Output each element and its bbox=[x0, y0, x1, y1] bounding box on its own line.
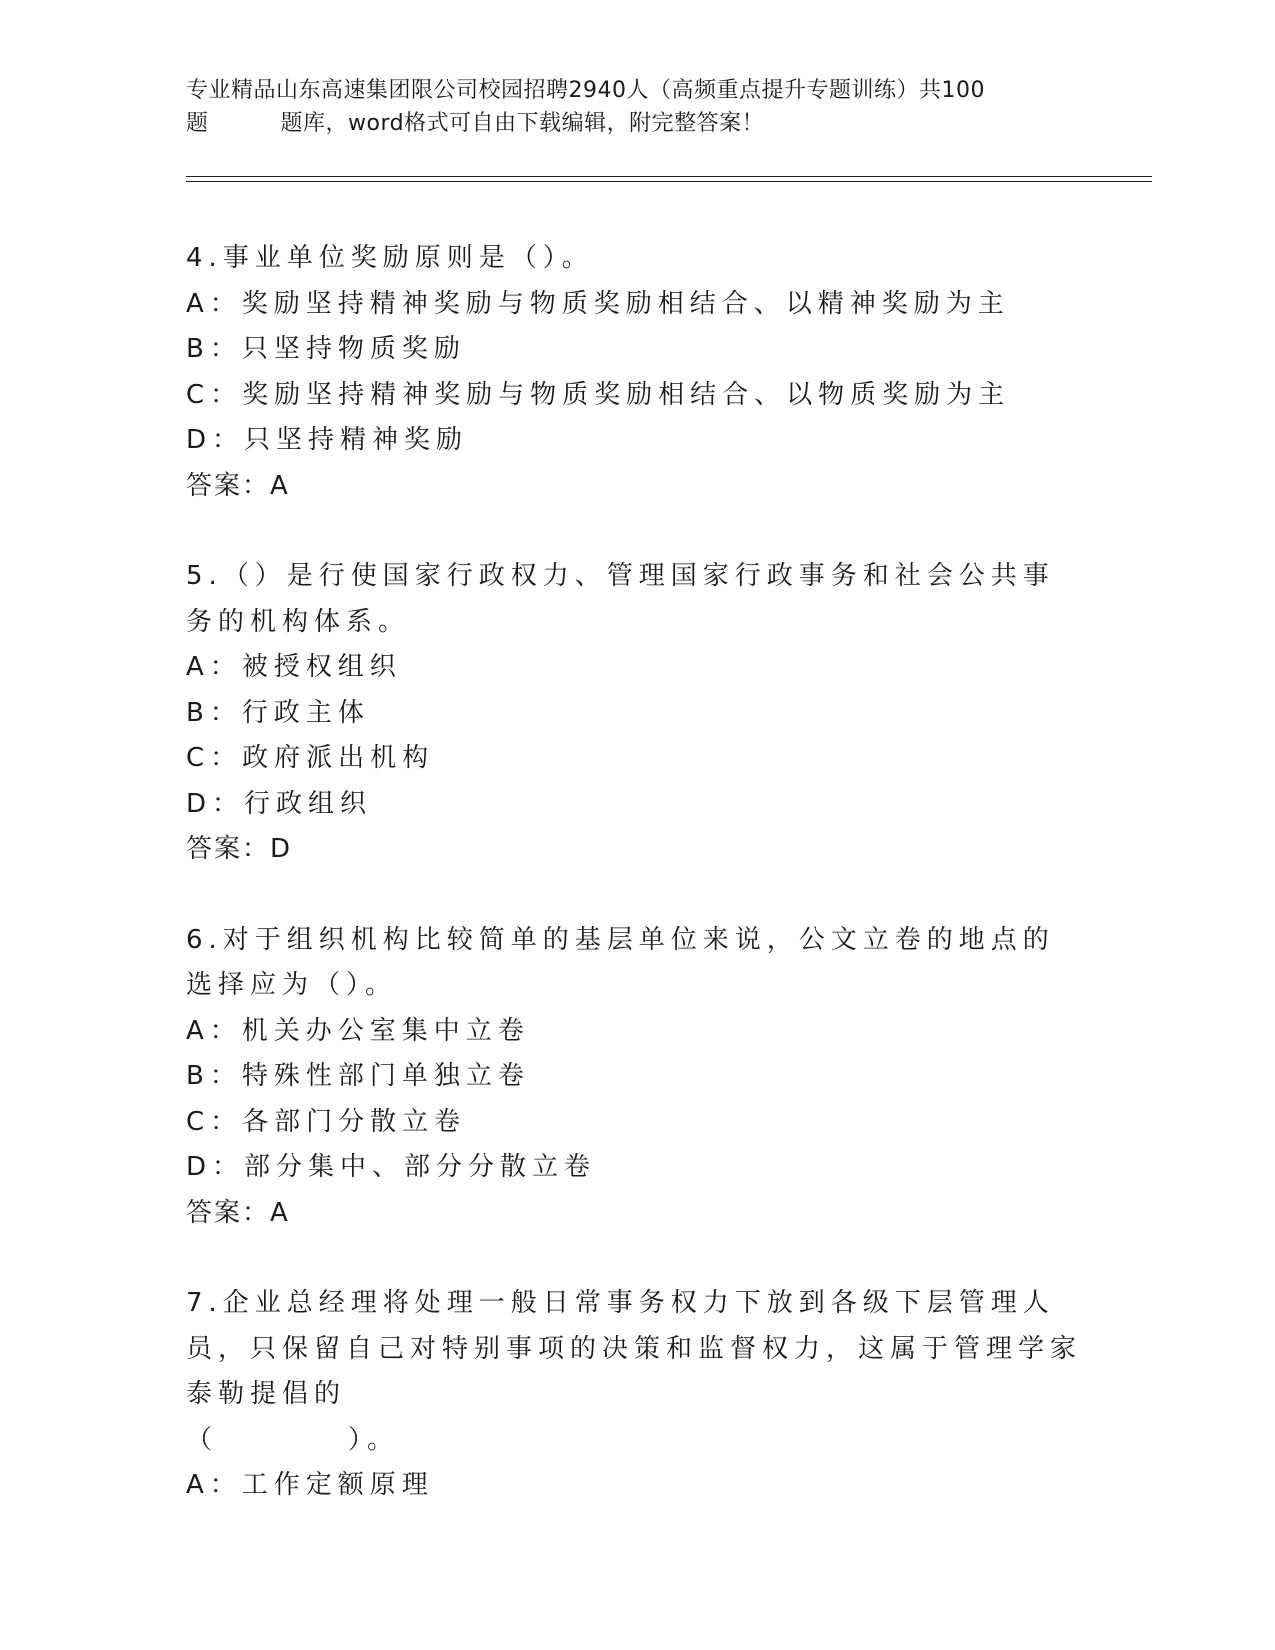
question-stem: 5.（）是行使国家行政权力、管理国家行政事务和社会公共事务的机构体系。 bbox=[186, 561, 1055, 637]
option-c: C：各部门分散立卷 bbox=[186, 1106, 467, 1137]
blank-open-paren: （ bbox=[186, 1424, 219, 1455]
option-a: A：工作定额原理 bbox=[186, 1470, 434, 1500]
option-d: D：行政组织 bbox=[186, 788, 373, 819]
header-subtitle: 题库，word格式可自由下载编辑，附完整答案！ bbox=[280, 111, 765, 136]
option-c: C：政府派出机构 bbox=[186, 743, 435, 773]
option-c: C：奖励坚持精神奖励与物质奖励相结合、以物质奖励为主 bbox=[186, 379, 1011, 410]
header-divider-top bbox=[186, 176, 1152, 177]
option-d: D：部分集中、部分分散立卷 bbox=[186, 1152, 597, 1182]
question-7 bbox=[186, 1281, 1086, 1509]
question-5 bbox=[186, 554, 1086, 873]
blank-close-paren: ）。 bbox=[348, 1424, 400, 1455]
question-stem-text: 7.企业总经理将处理一般日常事务权力下放到各级下层管理人员，只保留自己对特别事项的决策和监督权力，这属于管理学家泰勒提倡的 bbox=[186, 1288, 1083, 1409]
answer-line: 答案：D bbox=[186, 834, 293, 864]
option-b: B：只坚持物质奖励 bbox=[186, 334, 466, 364]
question-stem: 4.事业单位奖励原则是（）。 bbox=[186, 243, 594, 273]
header-title-line-1: 专业精品山东高速集团限公司校园招聘2940人（高频重点提升专题训练）共100 bbox=[186, 78, 985, 103]
question-list bbox=[186, 236, 1086, 1554]
header-title-fragment: 题 bbox=[186, 111, 209, 136]
question-6 bbox=[186, 918, 1086, 1237]
question-4 bbox=[186, 236, 1086, 509]
header-divider-bottom bbox=[186, 181, 1152, 182]
question-stem bbox=[186, 1281, 1086, 1463]
header-title-line-2 bbox=[186, 107, 1086, 140]
option-b: B：行政主体 bbox=[186, 697, 370, 728]
question-stem: 6.对于组织机构比较简单的基层单位来说，公文立卷的地点的选择应为（）。 bbox=[186, 924, 1055, 1000]
option-a: A：机关办公室集中立卷 bbox=[186, 1015, 530, 1046]
answer-line: 答案：A bbox=[186, 1197, 290, 1228]
option-a: A：奖励坚持精神奖励与物质奖励相结合、以精神奖励为主 bbox=[186, 288, 1010, 319]
option-b: B：特殊性部门单独立卷 bbox=[186, 1061, 530, 1091]
option-a: A：被授权组织 bbox=[186, 652, 402, 682]
document-header bbox=[186, 74, 1086, 140]
answer-line: 答案：A bbox=[186, 470, 290, 501]
option-d: D：只坚持精神奖励 bbox=[186, 425, 469, 455]
